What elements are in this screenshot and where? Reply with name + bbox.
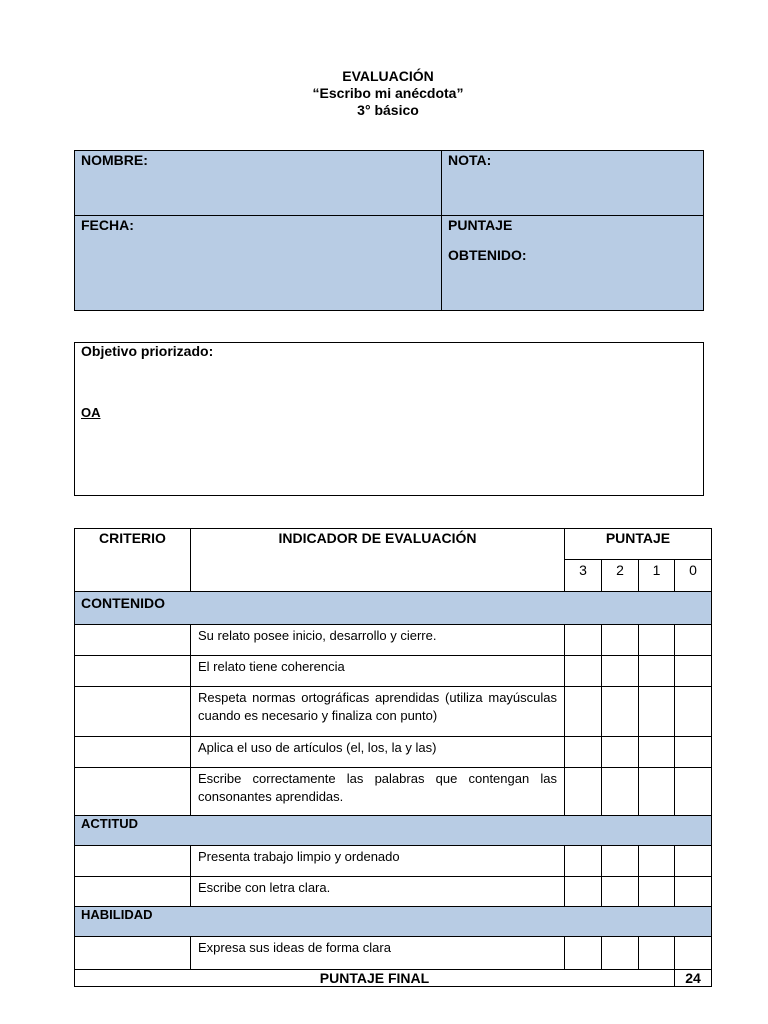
table-row bbox=[75, 737, 712, 768]
table-row bbox=[75, 877, 712, 907]
criterio-cell bbox=[75, 846, 191, 877]
indicator-text: Expresa sus ideas de forma clara bbox=[191, 937, 565, 970]
indicator-text: El relato tiene coherencia bbox=[191, 656, 565, 687]
section-contenido: CONTENIDO bbox=[75, 592, 712, 625]
score-col-2: 2 bbox=[602, 560, 639, 592]
table-row bbox=[75, 625, 712, 656]
score-cell[interactable] bbox=[675, 656, 712, 687]
score-label-line1: PUNTAJE bbox=[448, 217, 513, 233]
section-actitud: ACTITUD bbox=[75, 816, 712, 846]
date-field[interactable] bbox=[75, 216, 442, 311]
score-cell[interactable] bbox=[602, 768, 639, 816]
score-cell[interactable] bbox=[565, 846, 602, 877]
title-line-2: “Escribo mi anécdota” bbox=[312, 85, 464, 101]
score-cell[interactable] bbox=[565, 687, 602, 737]
score-cell[interactable] bbox=[602, 846, 639, 877]
name-label: NOMBRE: bbox=[81, 152, 148, 168]
score-col-0: 0 bbox=[675, 560, 712, 592]
indicator-text: Presenta trabajo limpio y ordenado bbox=[191, 846, 565, 877]
score-cell[interactable] bbox=[675, 687, 712, 737]
table-row bbox=[75, 768, 712, 816]
score-cell[interactable] bbox=[639, 737, 675, 768]
name-field[interactable] bbox=[75, 151, 442, 216]
table-row bbox=[75, 846, 712, 877]
score-cell[interactable] bbox=[675, 625, 712, 656]
score-col-3: 3 bbox=[565, 560, 602, 592]
student-info-table bbox=[74, 150, 704, 311]
indicator-text: Escribe correctamente las palabras que contengan las consonantes aprendidas. bbox=[191, 768, 565, 816]
indicator-text: Escribe con letra clara. bbox=[191, 877, 565, 907]
date-label: FECHA: bbox=[81, 217, 134, 233]
rubric-table bbox=[74, 528, 712, 987]
score-cell[interactable] bbox=[602, 656, 639, 687]
title-line-3: 3° básico bbox=[357, 102, 419, 118]
criterio-cell bbox=[75, 877, 191, 907]
score-col-1: 1 bbox=[639, 560, 675, 592]
final-score-label: PUNTAJE FINAL bbox=[75, 970, 675, 987]
document-title bbox=[0, 68, 768, 119]
indicator-text: Su relato posee inicio, desarrollo y cierre. bbox=[191, 625, 565, 656]
score-cell[interactable] bbox=[639, 625, 675, 656]
score-cell[interactable] bbox=[639, 846, 675, 877]
criterio-cell bbox=[75, 656, 191, 687]
criterio-header: CRITERIO bbox=[75, 529, 191, 592]
final-score-value: 24 bbox=[675, 970, 712, 987]
score-label-line2: OBTENIDO: bbox=[448, 247, 527, 263]
score-cell[interactable] bbox=[565, 737, 602, 768]
score-cell[interactable] bbox=[639, 768, 675, 816]
score-cell[interactable] bbox=[602, 687, 639, 737]
score-cell[interactable] bbox=[675, 877, 712, 907]
score-cell[interactable] bbox=[565, 656, 602, 687]
section-habilidad: HABILIDAD bbox=[75, 907, 712, 937]
score-obtained-field[interactable] bbox=[442, 216, 704, 311]
score-cell[interactable] bbox=[602, 737, 639, 768]
score-cell[interactable] bbox=[639, 937, 675, 970]
indicador-header: INDICADOR DE EVALUACIÓN bbox=[191, 529, 565, 592]
oa-label: OA bbox=[81, 405, 101, 420]
score-cell[interactable] bbox=[639, 656, 675, 687]
score-cell[interactable] bbox=[639, 877, 675, 907]
criterio-cell bbox=[75, 768, 191, 816]
criterio-cell bbox=[75, 687, 191, 737]
criterio-cell bbox=[75, 737, 191, 768]
title-line-1: EVALUACIÓN bbox=[342, 68, 434, 84]
score-cell[interactable] bbox=[602, 877, 639, 907]
score-cell[interactable] bbox=[675, 768, 712, 816]
table-row bbox=[75, 937, 712, 970]
criterio-cell bbox=[75, 625, 191, 656]
score-cell[interactable] bbox=[602, 937, 639, 970]
puntaje-header: PUNTAJE bbox=[565, 529, 712, 560]
table-row bbox=[75, 656, 712, 687]
score-cell[interactable] bbox=[675, 846, 712, 877]
grade-label: NOTA: bbox=[448, 152, 492, 168]
objective-box bbox=[74, 342, 704, 496]
score-cell[interactable] bbox=[602, 625, 639, 656]
indicator-text: Aplica el uso de artículos (el, los, la y las) bbox=[191, 737, 565, 768]
score-cell[interactable] bbox=[565, 625, 602, 656]
table-row bbox=[75, 687, 712, 737]
objective-label: Objetivo priorizado: bbox=[81, 343, 214, 359]
grade-field[interactable] bbox=[442, 151, 704, 216]
score-cell[interactable] bbox=[565, 937, 602, 970]
score-cell[interactable] bbox=[639, 687, 675, 737]
score-cell[interactable] bbox=[565, 768, 602, 816]
score-cell[interactable] bbox=[675, 937, 712, 970]
indicator-text: Respeta normas ortográficas aprendidas (utiliza mayúsculas cuando es necesario y finaliza con punto) bbox=[191, 687, 565, 737]
criterio-cell bbox=[75, 937, 191, 970]
score-cell[interactable] bbox=[675, 737, 712, 768]
score-cell[interactable] bbox=[565, 877, 602, 907]
